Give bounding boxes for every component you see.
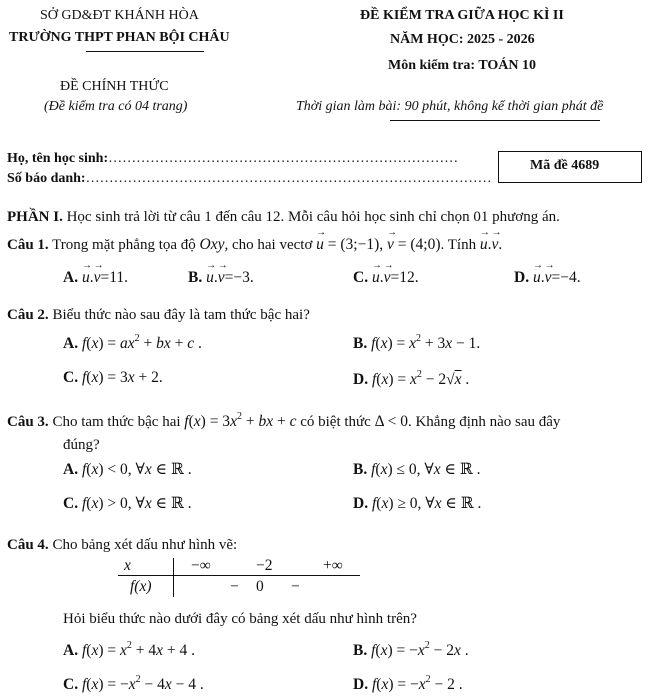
question-3 [7, 411, 560, 431]
q3-label: Câu 3. [7, 414, 49, 430]
section-header [7, 209, 560, 226]
q1-text-b: , cho hai vectơ [224, 237, 313, 253]
q2-option-d[interactable]: D. $f(x) = x^2 - 2√x$ . [353, 369, 470, 388]
sign-table-sign-1: − [230, 578, 239, 595]
q2-option-a[interactable]: A. $f(x) = ax^2$ + bx + c . [63, 333, 202, 352]
exam-code: Mã đề 4689 [530, 158, 600, 173]
school-underline [86, 51, 204, 52]
q1-label: Câu 1. [7, 237, 49, 253]
q4-c-letter: C. [63, 676, 79, 693]
q4-d-letter: D. [353, 676, 369, 693]
q3-text-c: . Khẳng định nào sau đây [407, 414, 561, 430]
q3-text-a: Cho tam thức bậc hai [52, 414, 181, 430]
official-label: ĐỀ CHÍNH THỨC [60, 79, 169, 94]
q3-c-letter: C. [63, 495, 79, 512]
q1-d-value: =−4. [551, 269, 581, 286]
school-year: NĂM HỌC: 2025 - 2026 [390, 32, 535, 47]
q2-b-letter: B. [353, 335, 368, 352]
q1-c-letter: C. [353, 269, 369, 286]
duration-underline [390, 120, 600, 121]
q1-b-value: =−3. [224, 269, 254, 286]
q3-option-d[interactable]: D. f(x) ≥ 0, ∀x ∈ ℝ . [353, 495, 482, 512]
q4-question: Hỏi biểu thức nào dưới đây có bảng xét dấu như hình trên? [63, 611, 417, 627]
duration: Thời gian làm bài: 90 phút, không kể thời gian phát đề [296, 99, 604, 114]
q4-b-letter: B. [353, 642, 368, 659]
q1-option-b[interactable]: B. → u.→ v=−3. [188, 269, 254, 287]
sign-table-x-3: +∞ [323, 557, 343, 574]
q1-d-letter: D. [514, 269, 530, 286]
question-2 [7, 307, 310, 324]
q2-a-letter: A. [63, 335, 79, 352]
dept-name: SỞ GD&ĐT KHÁNH HÒA [40, 8, 199, 23]
student-name-row[interactable] [7, 151, 458, 167]
q3-math-f: $f(x) = 3x^2$ + bx + c [184, 411, 297, 430]
sign-table-vline [173, 558, 174, 597]
q4-option-c[interactable]: C. $f(x) = -x^2 - 4x - 4$ . [63, 674, 204, 693]
sign-table-x-2: −2 [256, 557, 273, 574]
section-instruction: Học sinh trả lời từ câu 1 đến câu 12. Mỗi câu hỏi học sinh chỉ chọn 01 phương án. [66, 209, 560, 225]
q1-option-a[interactable]: A. → u.→ v=11. [63, 269, 128, 287]
sign-table-sign-2: 0 [256, 578, 264, 595]
subject: Môn kiểm tra: TOÁN 10 [388, 58, 537, 73]
q1-math-oxy: Oxy [199, 236, 225, 253]
q1-text-c: . Tính [440, 237, 477, 253]
q3-a-letter: A. [63, 461, 79, 478]
q2-text: Biểu thức nào sau đây là tam thức bậc hai? [52, 307, 310, 323]
q2-d-letter: D. [353, 371, 369, 388]
question-1 [7, 236, 502, 254]
q4-option-b[interactable]: B. $f(x) = -x^2 - 2x$ . [353, 640, 469, 659]
sign-table-sign-3: − [291, 578, 300, 595]
q2-label: Câu 2. [7, 307, 49, 323]
sign-table-x-head: x [124, 557, 131, 574]
q1-math-dot: → u.→ v. [480, 236, 502, 253]
student-id-dots: …………………………………………………………………………… [85, 171, 492, 186]
student-name-label: Họ, tên học sinh: [7, 151, 109, 166]
student-name-dots: ………………………………………………………………… [108, 151, 459, 166]
q1-text-a: Trong mặt phẳng tọa độ [52, 237, 196, 253]
q3-text-b: có biệt thức [300, 414, 371, 430]
q3-text-d: đúng? [63, 437, 100, 453]
student-id-label: Số báo danh: [7, 171, 86, 186]
q3-b-letter: B. [353, 461, 368, 478]
sign-table-fx-head: f(x) [130, 578, 152, 595]
q1-a-letter: A. [63, 269, 79, 286]
section-title: PHẦN I. [7, 209, 63, 225]
q1-math-vectors: → u = (3;−1), → v = (4;0) [316, 236, 440, 253]
q4-option-a[interactable]: A. $f(x) = x^2 + 4x + 4$ . [63, 640, 196, 659]
student-id-row[interactable] [7, 171, 492, 187]
q3-d-letter: D. [353, 495, 369, 512]
q1-b-letter: B. [188, 269, 203, 286]
q4-option-d[interactable]: D. $f(x) = -x^2 - 2$ . [353, 674, 463, 693]
sign-table-hline [118, 575, 360, 576]
q2-option-c[interactable]: C. f(x) = 3x + 2. [63, 369, 163, 386]
q2-c-letter: C. [63, 369, 79, 386]
q3-option-a[interactable]: A. f(x) < 0, ∀x ∈ ℝ . [63, 461, 192, 478]
q4-label: Câu 4. [7, 537, 49, 553]
q4-text: Cho bảng xét dấu như hình vẽ: [52, 537, 238, 553]
q3-option-c[interactable]: C. f(x) > 0, ∀x ∈ ℝ . [63, 495, 192, 512]
pages-note: (Đề kiểm tra có 04 trang) [44, 99, 188, 114]
q1-a-value: =11. [100, 269, 129, 286]
sign-table-x-1: −∞ [191, 557, 211, 574]
q1-option-c[interactable]: C. → u.→ v=12. [353, 269, 419, 287]
q2-option-b[interactable]: B. $f(x) = x^2 + 3x - 1$. [353, 333, 481, 352]
q3-math-delta: Δ < 0 [374, 413, 408, 430]
exam-title: ĐỀ KIỂM TRA GIỮA HỌC KÌ II [360, 8, 564, 23]
school-name: TRƯỜNG THPT PHAN BỘI CHÂU [9, 30, 230, 45]
q1-c-value: =12. [390, 269, 419, 286]
q1-option-d[interactable]: D. → u.→ v=−4. [514, 269, 581, 287]
question-4 [7, 537, 237, 554]
q3-option-b[interactable]: B. f(x) ≤ 0, ∀x ∈ ℝ . [353, 461, 481, 478]
q4-a-letter: A. [63, 642, 79, 659]
